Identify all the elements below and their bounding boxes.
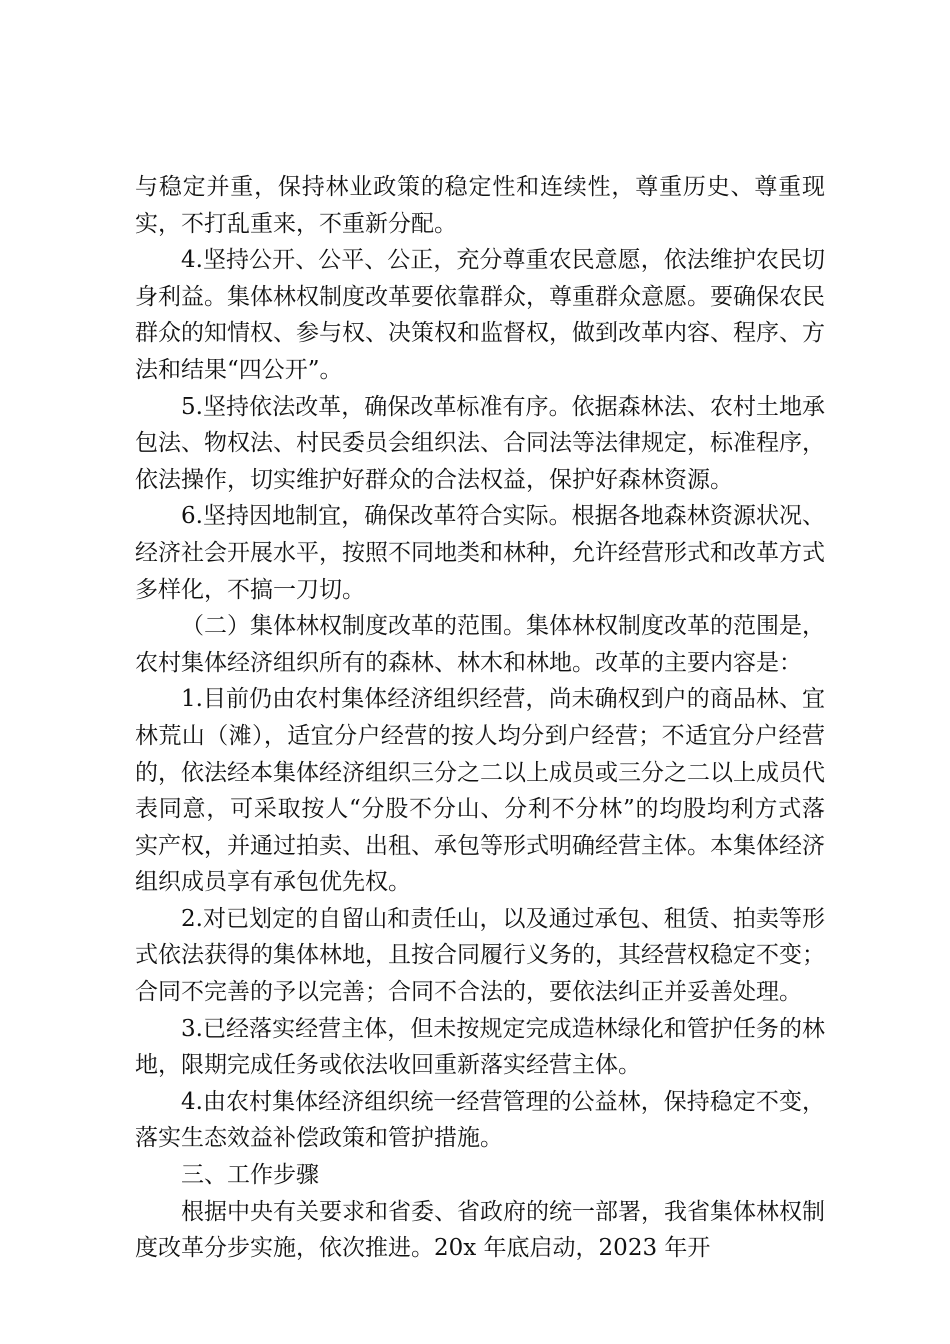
paragraph-scope-item-4: 4.由农村集体经济组织统一经营管理的公益林，保持稳定不变，落实生态效益补偿政策和管护措施。 <box>135 1088 825 1152</box>
paragraph-continuation: 与稳定并重，保持林业政策的稳定性和连续性，尊重历史、尊重现实，不打乱重来，不重新分配。 <box>135 174 825 237</box>
paragraph-reform-scope: （二）集体林权制度改革的范围。集体林权制度改革的范围是，农村集体经济组织所有的森林、林木和林地。改革的主要内容是： <box>135 613 825 676</box>
paragraph-scope-item-2: 2.对已划定的自留山和责任山，以及通过承包、租赁、拍卖等形式依法获得的集体林地，且按合同履行义务的，其经营权稳定不变；合同不完善的予以完善；合同不合法的，要依法纠正并妥善处理。 <box>135 905 825 1006</box>
paragraph-principle-5: 5.坚持依法改革，确保改革标准有序。依据森林法、农村土地承包法、物权法、村民委员会组织法、合同法等法律规定，标准程序，依法操作，切实维护好群众的合法权益，保护好森林资源。 <box>135 393 825 493</box>
section-heading-work-steps: 三、工作步骤 <box>181 1162 319 1189</box>
paragraph-scope-item-3: 3.已经落实经营主体，但未按规定完成造林绿化和管护任务的林地，限期完成任务或依法收回重新落实经营主体。 <box>135 1015 825 1079</box>
paragraph-work-steps-intro: 根据中央有关要求和省委、省政府的统一部署，我省集体林权制度改革分步实施，依次推进。20x 年底启动，2023 年开 <box>135 1198 825 1262</box>
paragraph-scope-item-1: 1.目前仍由农村集体经济组织经营，尚未确权到户的商品林、宜林荒山（滩），适宜分户经营的按人均分到户经营；不适宜分户经营的，依法经本集体经济组织三分之二以上成员或三分之二以上成员代表同意，可采取按人“分股不分山、分利不分林”的均股均利方式落实产权，并通过拍卖、出租、承包等形式明确经营主体。本集体经济组织成员享有承包优先权。 <box>135 686 825 896</box>
paragraph-principle-6: 6.坚持因地制宜，确保改革符合实际。根据各地森林资源状况、经济社会开展水平，按照不同地类和林种，允许经营形式和改革方式多样化，不搞一刀切。 <box>135 503 825 603</box>
paragraph-principle-4: 4.坚持公开、公平、公正，充分尊重农民意愿，依法维护农民切身利益。集体林权制度改革要依靠群众，尊重群众意愿。要确保农民群众的知情权、参与权、决策权和监督权，做到改革内容、程序、方法和结果“四公开”。 <box>135 247 825 383</box>
document-body <box>135 169 825 1267</box>
